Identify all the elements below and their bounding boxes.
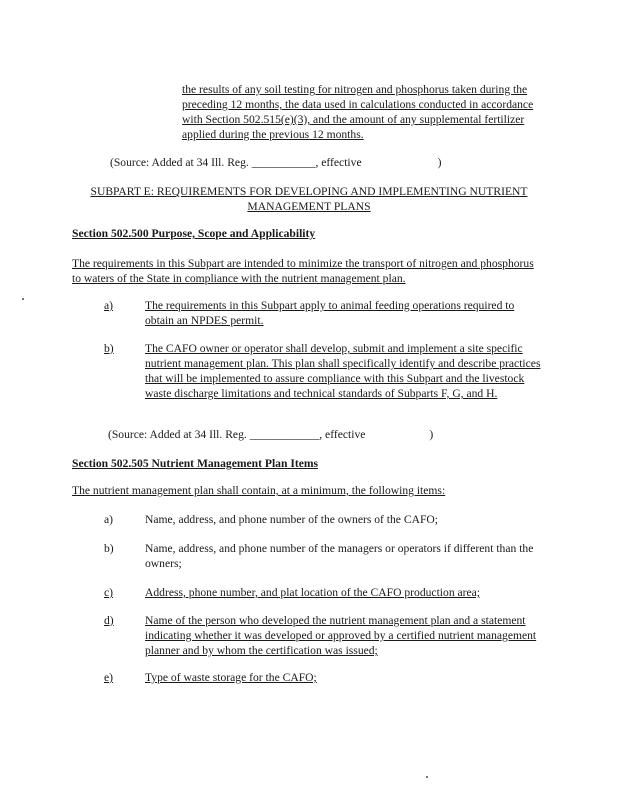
- item-text: Type of waste storage for the CAFO;: [145, 671, 317, 684]
- item-label: e): [104, 671, 114, 684]
- item-label: d): [104, 614, 114, 627]
- source-blank: ____________: [249, 428, 320, 441]
- section-intro: The nutrient management plan shall contain, at a minimum, the following items:: [72, 484, 446, 497]
- continued-paragraph: the results of any soil testing for nitrogen and phosphorus taken during the preceding 12 months, the data used in calculations conducted in accordance with Section 502.515(e)(3), and the amount of any supplemental fertilizer applied during the previous 12 months.: [182, 83, 534, 141]
- section-intro: The requirements in this Subpart are intended to minimize the transport of nitrogen and phosphorus to waters of the State in compliance with the nutrient management plan.: [72, 257, 534, 285]
- scan-speck: [22, 298, 24, 300]
- source-blank: ___________: [251, 156, 316, 169]
- item-text: The requirements in this Subpart apply to animal feeding operations required to obtain an NPDES permit.: [145, 299, 515, 327]
- source-middle: , effective: [319, 428, 366, 441]
- scan-speck: [426, 776, 428, 778]
- item-text: Name, address, and phone number of the managers or operators if different than the owners;: [145, 542, 534, 570]
- source-end: ): [429, 428, 434, 441]
- item-text: Address, phone number, and plat location of the CAFO production area;: [145, 586, 481, 599]
- source-prefix: (Source: Added at 34 Ill. Reg.: [110, 156, 252, 169]
- item-text: Name of the person who developed the nutrient management plan and a statement indicating whether it was developed or approved by a certified nutrient management planner and by whom the certification was issued;: [145, 614, 537, 657]
- item-label: b): [104, 542, 114, 555]
- section-heading: Section 502.505 Nutrient Management Plan Items: [72, 457, 319, 470]
- item-label: a): [104, 513, 114, 526]
- item-label: b): [104, 342, 114, 355]
- source-prefix: (Source: Added at 34 Ill. Reg.: [108, 428, 250, 441]
- item-label: a): [104, 299, 114, 312]
- item-text: Name, address, and phone number of the owners of the CAFO;: [145, 513, 438, 526]
- source-end: ): [437, 156, 442, 169]
- source-middle: , effective: [315, 156, 362, 169]
- subpart-title: SUBPART E: REQUIREMENTS FOR DEVELOPING AND IMPLEMENTING NUTRIENT MANAGEMENT PLANS: [90, 185, 528, 213]
- source-note: [110, 155, 530, 170]
- item-text: The CAFO owner or operator shall develop, submit and implement a site specific nutrient management plan. This plan shall specifically identify and describe practices that will be implemented to assure compliance with this Subpart and the livestock waste discharge limitations and technical standards of Subparts F, G, and H.: [145, 342, 541, 400]
- item-label: c): [104, 586, 114, 599]
- source-note: [108, 427, 528, 442]
- section-heading: Section 502.500 Purpose, Scope and Applicability: [72, 227, 316, 240]
